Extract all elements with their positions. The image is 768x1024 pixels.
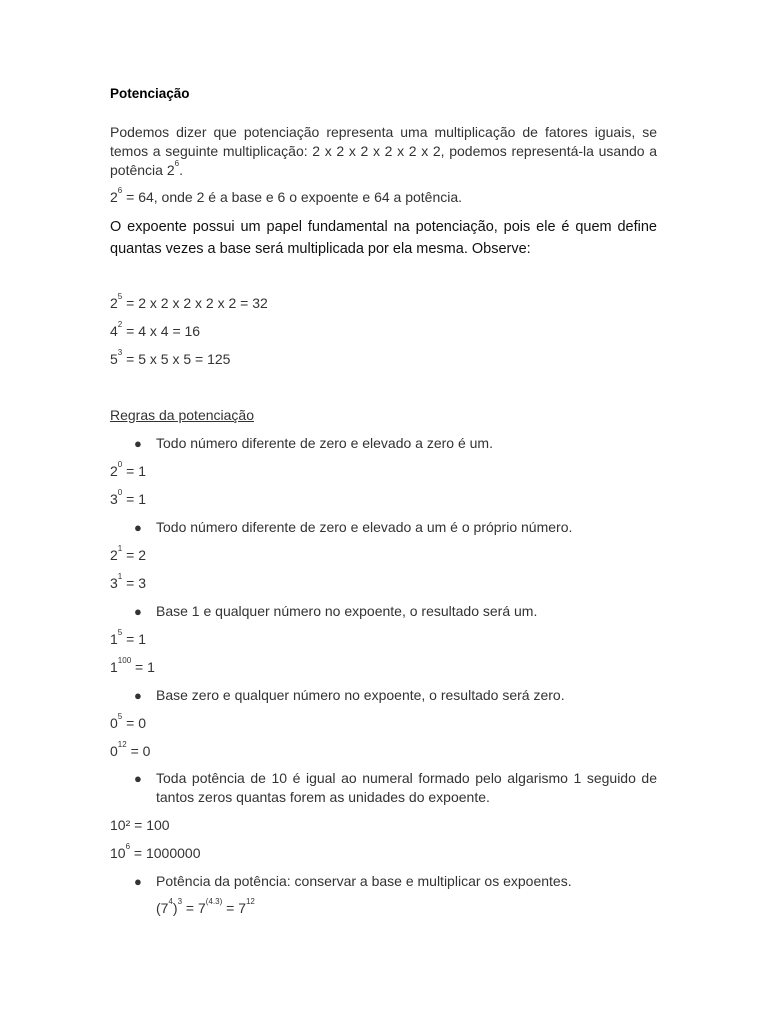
emphasis-paragraph: O expoente possui um papel fundamental na potenciação, pois ele é quem define quantas vezes a base será multiplicada por ela mesma. Observe: [110, 219, 657, 257]
text-segment: = 7 [222, 900, 246, 916]
rule-example [110, 658, 155, 677]
text-segment: ) [172, 900, 178, 916]
bullet-icon: ● [134, 874, 142, 889]
text-segment: 4 [110, 323, 118, 339]
rule-example [110, 490, 146, 509]
text-segment: = 5 x 5 x 5 = 125 [122, 351, 231, 367]
exponent: 12 [245, 897, 255, 906]
exponent: 1 [117, 544, 123, 553]
intro-text: Podemos dizer que potenciação representa uma multiplicação de fatores iguais, se temos a seguinte multiplicação: 2 x 2 x 2 x 2 x 2 x 2, podemos representá-la usando a potência 2 [110, 124, 657, 178]
exponent: 5 [117, 628, 123, 637]
text-segment: 3 [110, 575, 118, 591]
definition-paragraph [110, 188, 657, 207]
exponent: 5 [117, 712, 123, 721]
text-segment: ² = 100 [125, 817, 170, 833]
text-segment: 0 [110, 743, 118, 759]
bullet-icon: ● [134, 771, 142, 786]
text-segment: = 1 [122, 463, 146, 479]
text-segment: 10 [110, 817, 126, 833]
exponent: 5 [117, 292, 123, 301]
exponent: 2 [117, 320, 123, 329]
rule-text: Potência da potência: conservar a base e multiplicar os expoentes. [156, 873, 572, 889]
intro-paragraph [110, 123, 657, 180]
rule-text: Todo número diferente de zero e elevado a um é o próprio número. [156, 519, 573, 535]
rule-example [110, 742, 150, 761]
text-segment: 3 [110, 491, 118, 507]
example-line [110, 294, 268, 313]
intro-end: . [179, 162, 183, 178]
power-of-power-example [156, 899, 255, 918]
text-segment: = 0 [122, 715, 146, 731]
text-segment: = 2 [122, 547, 146, 563]
text-segment: 2 [110, 463, 118, 479]
definition-base: 2 [110, 189, 118, 205]
example-line [110, 322, 200, 341]
exponent: 100 [117, 656, 132, 665]
text-segment: = 1 [131, 659, 155, 675]
definition-text: = 64, onde 2 é a base e 6 o expoente e 64 a potência. [122, 189, 463, 205]
text-segment: = 1 [122, 491, 146, 507]
bullet-icon: ● [134, 520, 142, 535]
rule-example [110, 844, 201, 863]
bullet-icon: ● [134, 688, 142, 703]
text-segment: 2 [110, 547, 118, 563]
text-segment: 1 [110, 659, 118, 675]
exponent: (4.3) [205, 897, 223, 906]
document-title: Potenciação [110, 86, 190, 101]
exponent: 3 [177, 897, 183, 906]
text-segment: 1 [110, 631, 118, 647]
rule-example [110, 630, 146, 649]
rules-heading: Regras da potenciação [110, 407, 254, 423]
exponent: 6 [125, 842, 131, 851]
example-line [110, 350, 230, 369]
text-segment: 5 [110, 351, 118, 367]
definition-exponent: 6 [117, 186, 123, 195]
exponent: 0 [117, 460, 123, 469]
rule-example [110, 546, 146, 565]
text-segment: 0 [110, 715, 118, 731]
exponent: 3 [117, 348, 123, 357]
text-segment: = 1000000 [130, 845, 201, 861]
exponent: 0 [117, 488, 123, 497]
rule-example [110, 462, 146, 481]
exponent: 4 [168, 897, 173, 906]
rule-text: Toda potência de 10 é igual ao numeral formado pelo algarismo 1 seguido de tantos zeros quantas forem as unidades do expoente. [156, 770, 657, 805]
text-segment: = 2 x 2 x 2 x 2 x 2 = 32 [122, 295, 268, 311]
exponent: 12 [117, 740, 127, 749]
rule-text: Base zero e qualquer número no expoente, o resultado será zero. [156, 687, 565, 703]
rule-example [110, 714, 146, 733]
text-segment: (7 [156, 900, 169, 916]
text-segment: = 7 [182, 900, 206, 916]
rule-text: Base 1 e qualquer número no expoente, o resultado será um. [156, 603, 538, 619]
text-segment: = 0 [126, 743, 151, 759]
rule-example [110, 574, 146, 593]
intro-exponent: 6 [174, 159, 180, 168]
rule-example [110, 816, 170, 835]
text-segment: 10 [110, 845, 126, 861]
bullet-icon: ● [134, 604, 142, 619]
text-segment: = 1 [122, 631, 146, 647]
bullet-icon: ● [134, 436, 142, 451]
rule-text: Todo número diferente de zero e elevado a zero é um. [156, 435, 493, 451]
text-segment: = 4 x 4 = 16 [122, 323, 201, 339]
text-segment: = 3 [122, 575, 146, 591]
exponent: 1 [117, 572, 123, 581]
text-segment: 2 [110, 295, 118, 311]
